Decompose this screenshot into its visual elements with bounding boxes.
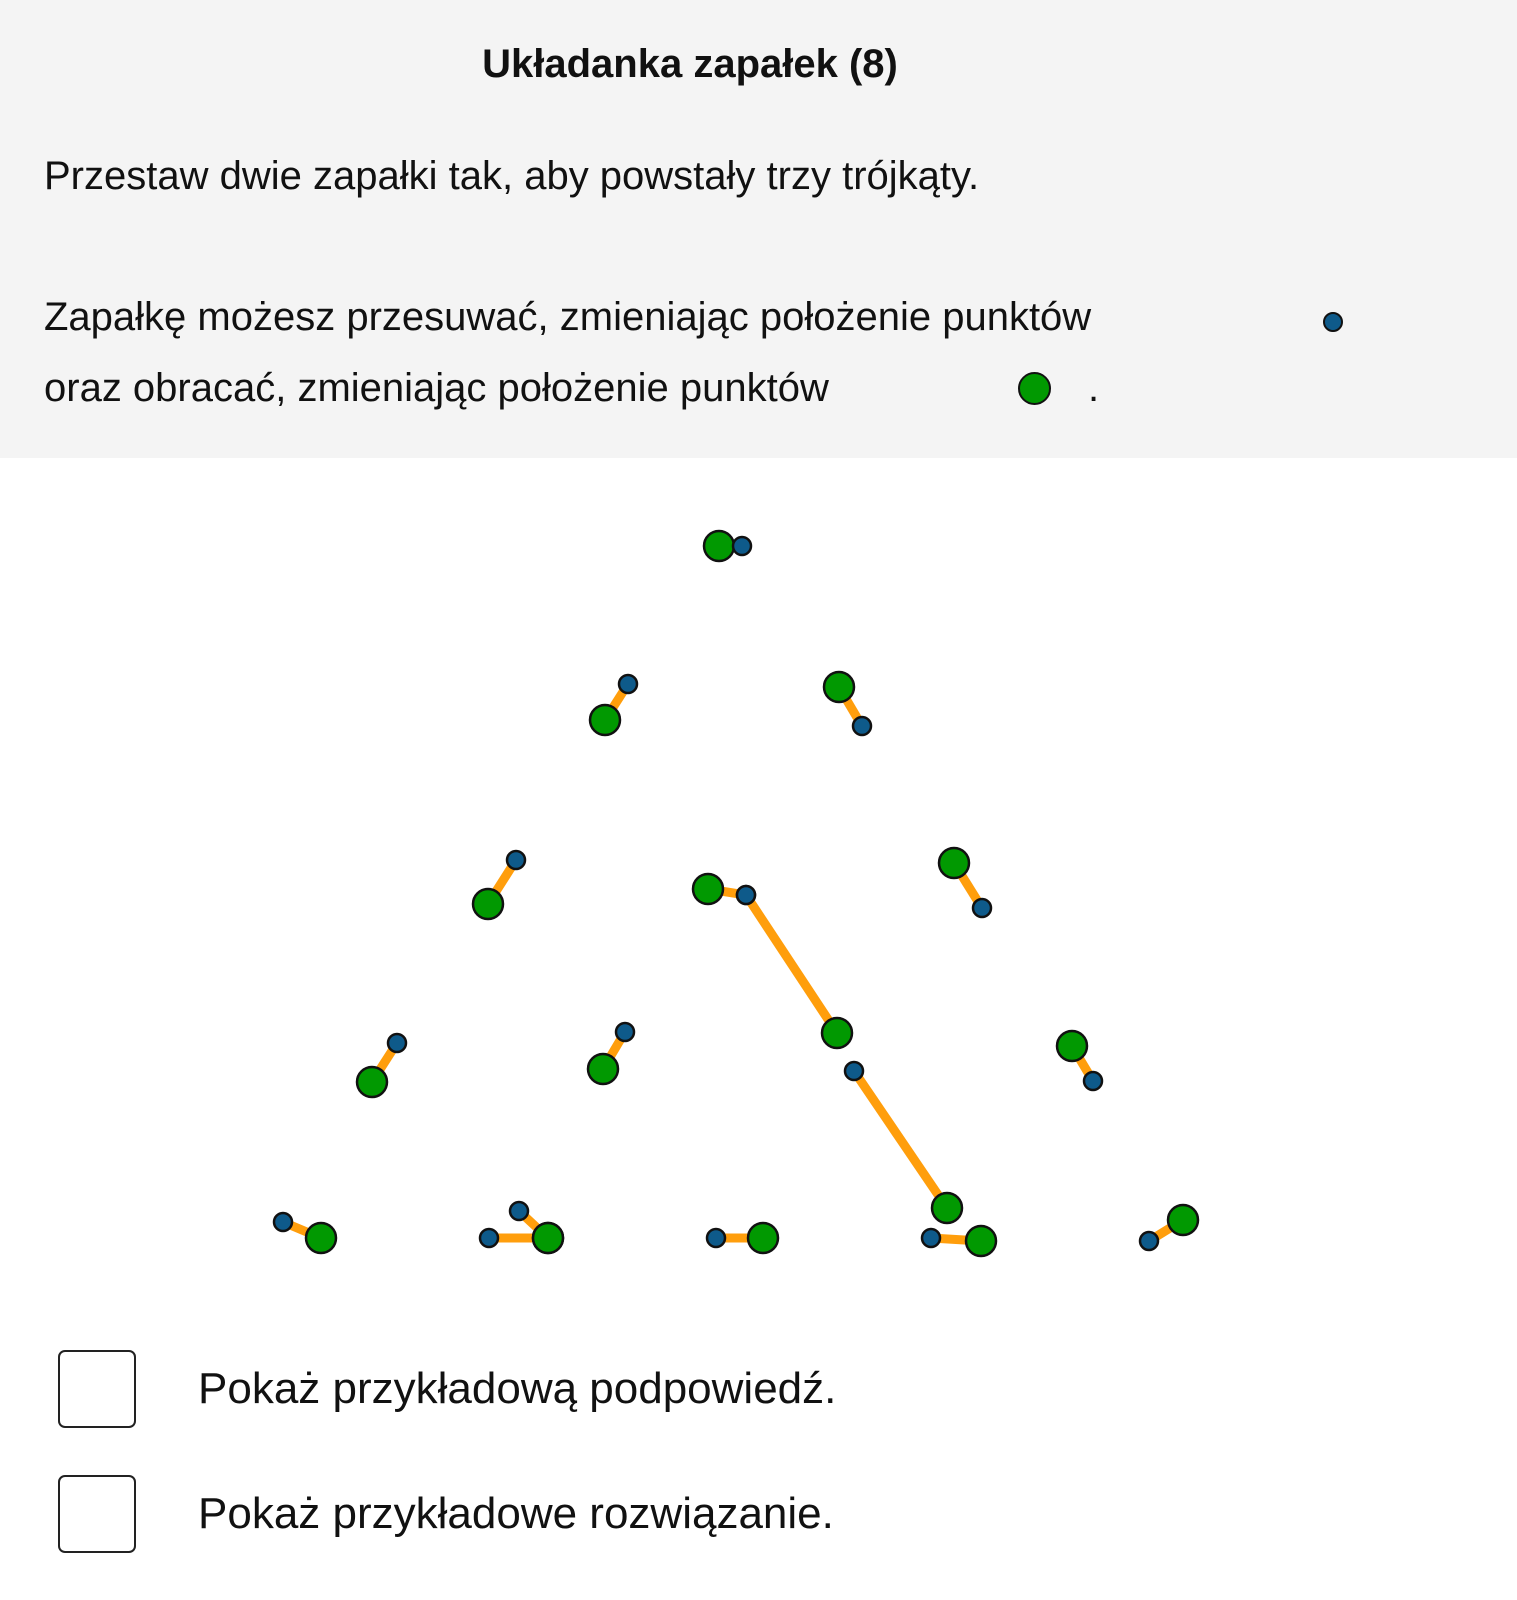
solution-checkbox[interactable] — [58, 1475, 136, 1553]
move-point-1[interactable] — [733, 537, 751, 555]
move-point-8[interactable] — [922, 1229, 940, 1247]
hint-option[interactable] — [58, 1350, 1058, 1430]
move-point-11[interactable] — [973, 899, 991, 917]
rotate-point-7[interactable] — [748, 1223, 778, 1253]
rotate-point-4[interactable] — [357, 1067, 387, 1097]
move-point-10[interactable] — [1084, 1072, 1102, 1090]
page-title: Układanka zapałek (8) — [482, 42, 898, 86]
move-point-legend-icon — [1323, 312, 1343, 332]
move-point-5[interactable] — [274, 1213, 292, 1231]
rotate-point-13[interactable] — [693, 874, 723, 904]
rotate-point-11[interactable] — [939, 848, 969, 878]
rotate-point-3[interactable] — [473, 889, 503, 919]
move-point-12[interactable] — [853, 717, 871, 735]
rotate-point-14[interactable] — [588, 1054, 618, 1084]
instruction-goal: Przestaw dwie zapałki tak, aby powstały trzy trójkąty. — [44, 154, 980, 198]
move-point-2[interactable] — [619, 675, 637, 693]
rotate-point-legend-icon — [1018, 372, 1051, 405]
move-point-6[interactable] — [480, 1229, 498, 1247]
matchstick-board — [0, 458, 1517, 1298]
rotate-point-1[interactable] — [704, 531, 734, 561]
rotate-point-16[interactable] — [822, 1018, 852, 1048]
solution-label: Pokaż przykładowe rozwiązanie. — [198, 1489, 834, 1538]
instruction-period: . — [1088, 366, 1100, 410]
rotate-point-17[interactable] — [932, 1193, 962, 1223]
task-header — [0, 0, 1517, 458]
rotate-point-8[interactable] — [966, 1226, 996, 1256]
rotate-point-5[interactable] — [306, 1223, 336, 1253]
instruction-move: Zapałkę możesz przesuwać, zmieniając położenie punktów — [44, 295, 1092, 339]
hint-label: Pokaż przykładową podpowiedź. — [198, 1364, 837, 1413]
rotate-point-10[interactable] — [1057, 1031, 1087, 1061]
move-point-17[interactable] — [845, 1062, 863, 1080]
matchstick-17 — [854, 1071, 947, 1208]
rotate-point-12[interactable] — [824, 672, 854, 702]
move-point-15[interactable] — [510, 1202, 528, 1220]
move-point-4[interactable] — [388, 1034, 406, 1052]
rotate-point-2[interactable] — [590, 705, 620, 735]
move-point-9[interactable] — [1140, 1232, 1158, 1250]
rotate-point-9[interactable] — [1168, 1205, 1198, 1235]
hint-checkbox[interactable] — [58, 1350, 136, 1428]
rotate-point-15[interactable] — [533, 1223, 563, 1253]
move-point-3[interactable] — [507, 851, 525, 869]
solution-option[interactable] — [58, 1475, 1058, 1555]
matchstick-16 — [746, 895, 837, 1033]
move-point-7[interactable] — [707, 1229, 725, 1247]
move-point-14[interactable] — [616, 1023, 634, 1041]
instruction-rotate: oraz obracać, zmieniając położenie punktów — [44, 366, 829, 410]
move-point-16[interactable] — [737, 886, 755, 904]
